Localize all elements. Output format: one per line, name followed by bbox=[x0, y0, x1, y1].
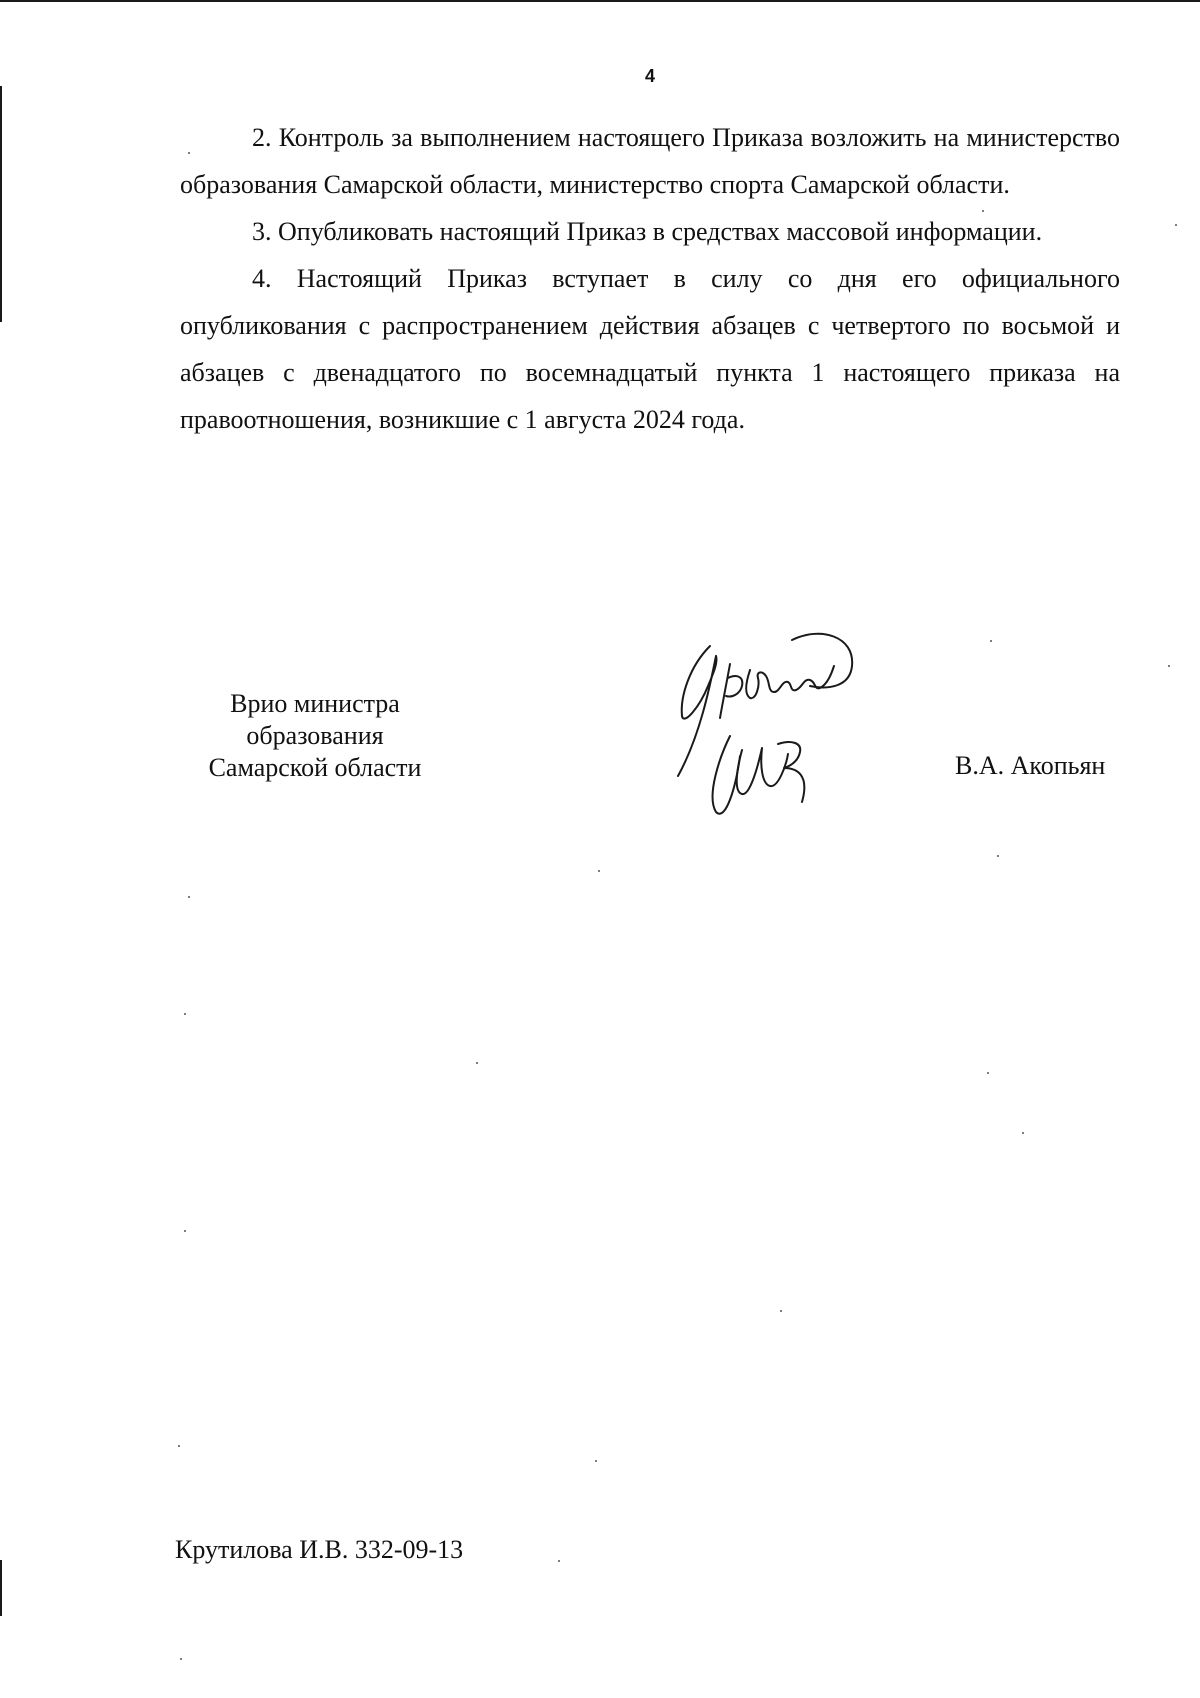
scan-speck bbox=[1175, 224, 1177, 226]
scan-speck bbox=[990, 640, 992, 642]
scan-speck bbox=[1168, 665, 1170, 667]
scan-speck bbox=[184, 1013, 186, 1015]
paragraph-3: 3. Опубликовать настоящий Приказ в средствах массовой информации. bbox=[252, 217, 1043, 246]
scan-speck bbox=[188, 896, 190, 898]
document-body bbox=[180, 114, 1120, 443]
scan-speck bbox=[598, 870, 600, 872]
scan-speck bbox=[987, 1072, 989, 1074]
page-number: 4 bbox=[644, 66, 655, 86]
scan-speck bbox=[1022, 1132, 1024, 1134]
scan-speck bbox=[180, 1658, 182, 1660]
scan-speck bbox=[184, 1230, 186, 1232]
scan-edge-line bbox=[0, 0, 1200, 2]
scan-speck bbox=[595, 1460, 597, 1462]
scan-left-edge-mark bbox=[0, 1560, 2, 1616]
scan-speck bbox=[178, 1445, 180, 1447]
paragraph-4: 4. Настоящий Приказ вступает в силу со дня его официального опубликования с распространением действия абзацев с четвертого по восьмой и абзацев с двенадцатого по восемнадцатый пункта 1 настоящего приказа на правоотношения, возникшие с 1 августа 2024 года. bbox=[180, 264, 1120, 434]
scan-speck bbox=[780, 1310, 782, 1312]
signer-title-line: образования bbox=[246, 721, 384, 750]
signer-title bbox=[185, 688, 445, 784]
executor-contact: Крутилова И.В. 332-09-13 bbox=[175, 1535, 464, 1564]
paragraph-2: 2. Контроль за выполнением настоящего Приказа возложить на министерство образования Самарской области, министерство спорта Самарской области. bbox=[180, 123, 1120, 199]
scan-speck bbox=[476, 1062, 478, 1064]
signer-title-line: Самарской области bbox=[208, 753, 422, 782]
scan-speck bbox=[997, 855, 999, 857]
scan-speck bbox=[558, 1560, 560, 1562]
signer-name: В.А. Акопьян bbox=[955, 751, 1106, 780]
handwritten-signature-icon bbox=[670, 626, 860, 826]
scan-left-edge-mark bbox=[0, 86, 2, 322]
signer-title-line: Врио министра bbox=[230, 689, 400, 718]
